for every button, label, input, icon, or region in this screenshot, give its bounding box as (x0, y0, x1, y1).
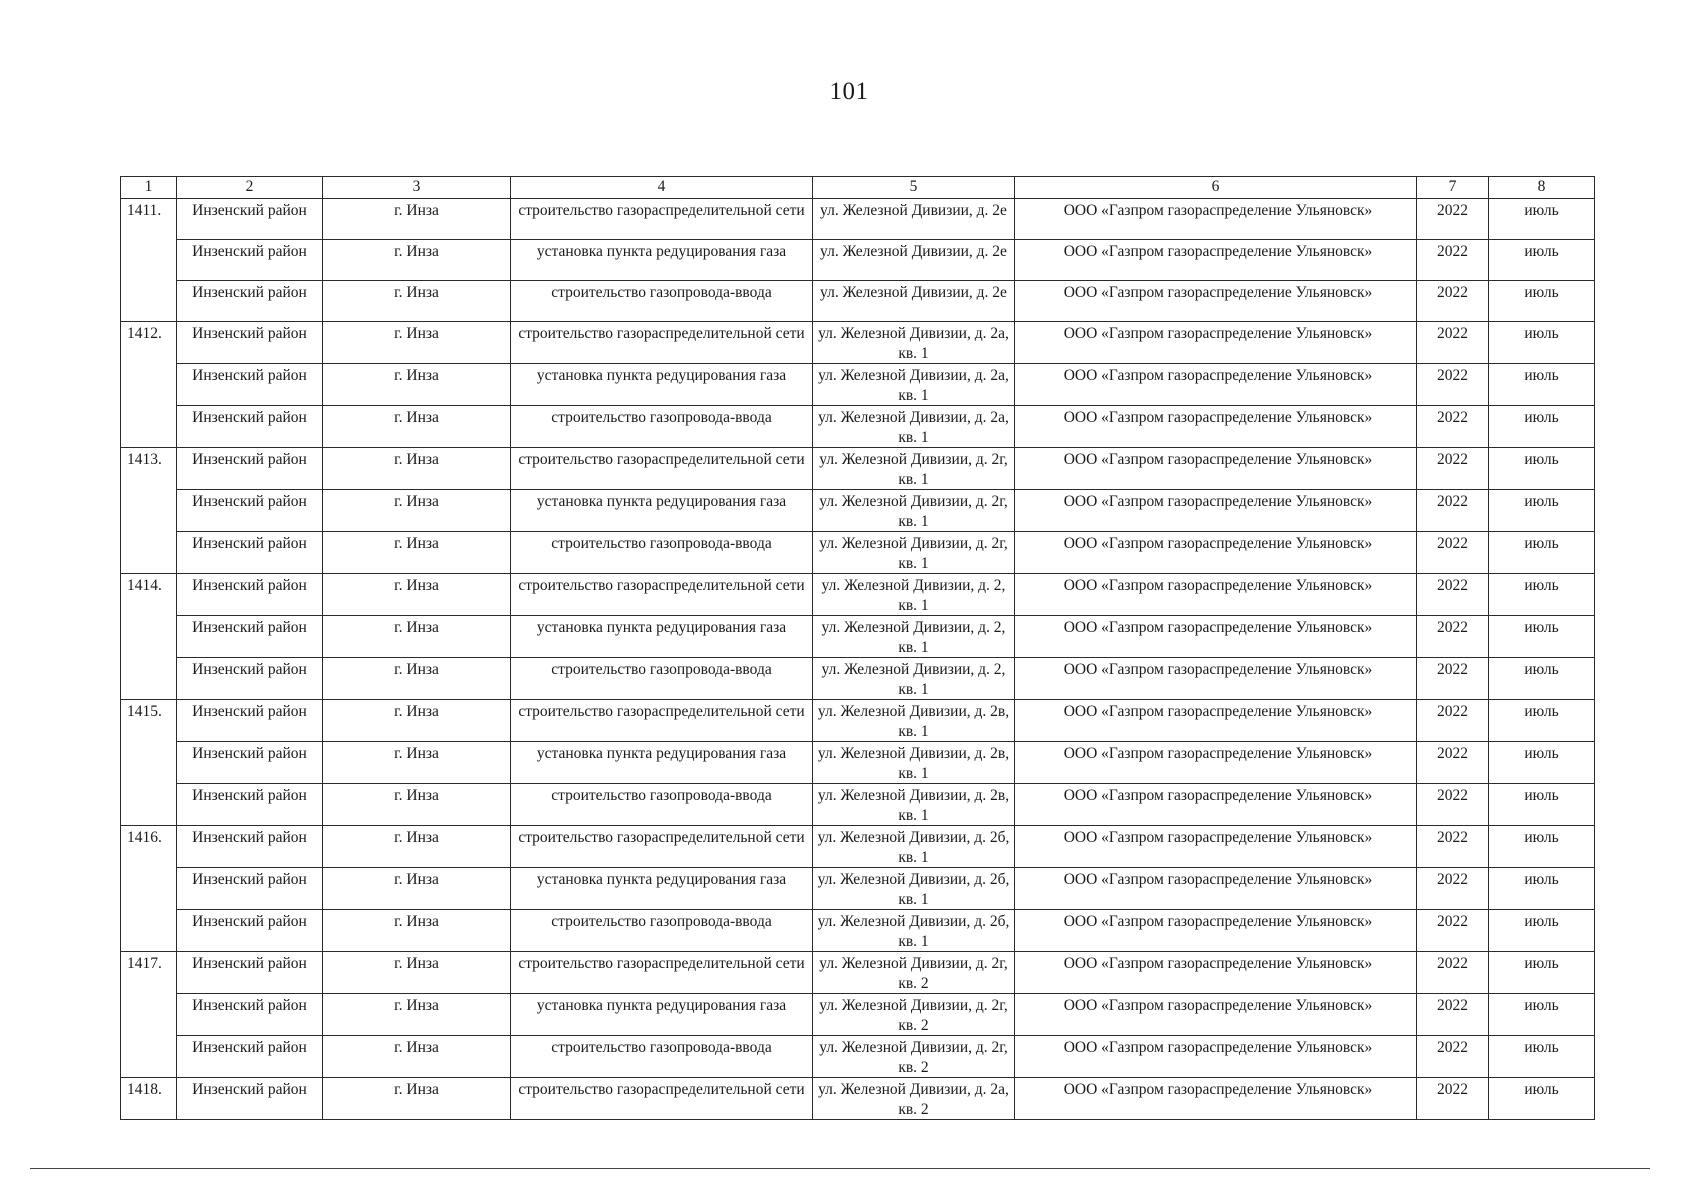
cell-work: строительство газопровода-ввода (511, 532, 813, 574)
cell-address: ул. Железной Дивизии, д. 2б, кв. 1 (813, 910, 1015, 952)
cell-year: 2022 (1417, 784, 1489, 826)
cell-address: ул. Железной Дивизии, д. 2в, кв. 1 (813, 784, 1015, 826)
cell-address: ул. Железной Дивизии, д. 2г, кв. 2 (813, 994, 1015, 1036)
table-row (121, 784, 1595, 826)
table-row (121, 448, 1595, 490)
cell-city: г. Инза (323, 910, 511, 952)
cell-year: 2022 (1417, 532, 1489, 574)
cell-month: июль (1489, 490, 1595, 532)
cell-year: 2022 (1417, 281, 1489, 322)
row-number: 1411. (121, 199, 177, 322)
table-row (121, 532, 1595, 574)
cell-address: ул. Железной Дивизии, д. 2, кв. 1 (813, 658, 1015, 700)
cell-address: ул. Железной Дивизии, д. 2а, кв. 1 (813, 406, 1015, 448)
cell-address: ул. Железной Дивизии, д. 2е (813, 281, 1015, 322)
cell-address: ул. Железной Дивизии, д. 2г, кв. 1 (813, 532, 1015, 574)
row-number: 1414. (121, 574, 177, 700)
row-number: 1412. (121, 322, 177, 448)
cell-city: г. Инза (323, 784, 511, 826)
cell-year: 2022 (1417, 1078, 1489, 1120)
table-row (121, 742, 1595, 784)
cell-district: Инзенский район (177, 364, 323, 406)
cell-org: ООО «Газпром газораспределение Ульяновск» (1015, 1078, 1417, 1120)
cell-city: г. Инза (323, 281, 511, 322)
table-body (121, 199, 1595, 1120)
cell-month: июль (1489, 448, 1595, 490)
cell-org: ООО «Газпром газораспределение Ульяновск» (1015, 784, 1417, 826)
header-col-5: 5 (813, 177, 1015, 199)
cell-month: июль (1489, 532, 1595, 574)
cell-year: 2022 (1417, 490, 1489, 532)
cell-org: ООО «Газпром газораспределение Ульяновск» (1015, 1036, 1417, 1078)
cell-org: ООО «Газпром газораспределение Ульяновск» (1015, 574, 1417, 616)
cell-work: строительство газораспределительной сети (511, 322, 813, 364)
cell-year: 2022 (1417, 199, 1489, 240)
table-row (121, 1078, 1595, 1120)
cell-org: ООО «Газпром газораспределение Ульяновск» (1015, 406, 1417, 448)
cell-month: июль (1489, 994, 1595, 1036)
cell-city: г. Инза (323, 658, 511, 700)
table-row (121, 364, 1595, 406)
cell-district: Инзенский район (177, 240, 323, 281)
cell-district: Инзенский район (177, 952, 323, 994)
cell-org: ООО «Газпром газораспределение Ульяновск» (1015, 364, 1417, 406)
table-row (121, 1036, 1595, 1078)
cell-year: 2022 (1417, 240, 1489, 281)
cell-address: ул. Железной Дивизии, д. 2в, кв. 1 (813, 742, 1015, 784)
cell-org: ООО «Газпром газораспределение Ульяновск» (1015, 952, 1417, 994)
cell-work: установка пункта редуцирования газа (511, 742, 813, 784)
cell-district: Инзенский район (177, 1078, 323, 1120)
cell-month: июль (1489, 700, 1595, 742)
cell-year: 2022 (1417, 658, 1489, 700)
cell-year: 2022 (1417, 616, 1489, 658)
table-row (121, 658, 1595, 700)
cell-district: Инзенский район (177, 490, 323, 532)
cell-work: строительство газопровода-ввода (511, 1036, 813, 1078)
header-col-3: 3 (323, 177, 511, 199)
cell-org: ООО «Газпром газораспределение Ульяновск» (1015, 448, 1417, 490)
cell-work: установка пункта редуцирования газа (511, 616, 813, 658)
row-number: 1416. (121, 826, 177, 952)
cell-year: 2022 (1417, 868, 1489, 910)
cell-district: Инзенский район (177, 742, 323, 784)
cell-city: г. Инза (323, 742, 511, 784)
cell-work: строительство газопровода-ввода (511, 910, 813, 952)
cell-work: установка пункта редуцирования газа (511, 868, 813, 910)
cell-org: ООО «Газпром газораспределение Ульяновск» (1015, 490, 1417, 532)
cell-city: г. Инза (323, 826, 511, 868)
cell-org: ООО «Газпром газораспределение Ульяновск» (1015, 994, 1417, 1036)
cell-address: ул. Железной Дивизии, д. 2, кв. 1 (813, 574, 1015, 616)
cell-month: июль (1489, 574, 1595, 616)
cell-district: Инзенский район (177, 826, 323, 868)
cell-address: ул. Железной Дивизии, д. 2а, кв. 1 (813, 322, 1015, 364)
table-row (121, 700, 1595, 742)
cell-city: г. Инза (323, 1036, 511, 1078)
cell-year: 2022 (1417, 994, 1489, 1036)
cell-year: 2022 (1417, 364, 1489, 406)
table-row (121, 994, 1595, 1036)
cell-year: 2022 (1417, 574, 1489, 616)
cell-org: ООО «Газпром газораспределение Ульяновск» (1015, 742, 1417, 784)
cell-address: ул. Железной Дивизии, д. 2г, кв. 1 (813, 448, 1015, 490)
cell-district: Инзенский район (177, 199, 323, 240)
cell-district: Инзенский район (177, 406, 323, 448)
cell-org: ООО «Газпром газораспределение Ульяновск» (1015, 532, 1417, 574)
cell-address: ул. Железной Дивизии, д. 2г, кв. 2 (813, 1036, 1015, 1078)
cell-work: строительство газораспределительной сети (511, 952, 813, 994)
cell-work: строительство газораспределительной сети (511, 574, 813, 616)
cell-year: 2022 (1417, 1036, 1489, 1078)
cell-year: 2022 (1417, 322, 1489, 364)
table-row (121, 826, 1595, 868)
table-row (121, 322, 1595, 364)
cell-year: 2022 (1417, 910, 1489, 952)
cell-org: ООО «Газпром газораспределение Ульяновск» (1015, 700, 1417, 742)
cell-work: строительство газораспределительной сети (511, 1078, 813, 1120)
cell-city: г. Инза (323, 532, 511, 574)
table-row (121, 406, 1595, 448)
cell-city: г. Инза (323, 1078, 511, 1120)
cell-month: июль (1489, 952, 1595, 994)
cell-work: установка пункта редуцирования газа (511, 994, 813, 1036)
cell-work: установка пункта редуцирования газа (511, 490, 813, 532)
cell-district: Инзенский район (177, 532, 323, 574)
cell-year: 2022 (1417, 406, 1489, 448)
cell-month: июль (1489, 826, 1595, 868)
cell-month: июль (1489, 868, 1595, 910)
cell-org: ООО «Газпром газораспределение Ульяновск» (1015, 240, 1417, 281)
cell-city: г. Инза (323, 364, 511, 406)
cell-work: строительство газопровода-ввода (511, 281, 813, 322)
table-row (121, 910, 1595, 952)
cell-month: июль (1489, 784, 1595, 826)
cell-city: г. Инза (323, 240, 511, 281)
cell-work: строительство газораспределительной сети (511, 448, 813, 490)
table-row (121, 616, 1595, 658)
page-number: 101 (829, 78, 869, 105)
cell-month: июль (1489, 742, 1595, 784)
cell-district: Инзенский район (177, 784, 323, 826)
cell-city: г. Инза (323, 994, 511, 1036)
cell-year: 2022 (1417, 952, 1489, 994)
cell-city: г. Инза (323, 700, 511, 742)
cell-address: ул. Железной Дивизии, д. 2е (813, 240, 1015, 281)
cell-month: июль (1489, 281, 1595, 322)
table-row (121, 281, 1595, 322)
cell-month: июль (1489, 199, 1595, 240)
header-col-1: 1 (121, 177, 177, 199)
cell-address: ул. Железной Дивизии, д. 2г, кв. 2 (813, 952, 1015, 994)
cell-month: июль (1489, 364, 1595, 406)
cell-org: ООО «Газпром газораспределение Ульяновск» (1015, 658, 1417, 700)
cell-district: Инзенский район (177, 616, 323, 658)
cell-district: Инзенский район (177, 448, 323, 490)
cell-year: 2022 (1417, 448, 1489, 490)
header-row (121, 177, 1595, 199)
cell-month: июль (1489, 322, 1595, 364)
cell-work: строительство газораспределительной сети (511, 826, 813, 868)
row-number: 1413. (121, 448, 177, 574)
table-row (121, 240, 1595, 281)
cell-address: ул. Железной Дивизии, д. 2, кв. 1 (813, 616, 1015, 658)
cell-org: ООО «Газпром газораспределение Ульяновск» (1015, 199, 1417, 240)
cell-address: ул. Железной Дивизии, д. 2б, кв. 1 (813, 868, 1015, 910)
header-col-7: 7 (1417, 177, 1489, 199)
cell-address: ул. Железной Дивизии, д. 2е (813, 199, 1015, 240)
cell-district: Инзенский район (177, 322, 323, 364)
cell-month: июль (1489, 406, 1595, 448)
cell-month: июль (1489, 1036, 1595, 1078)
row-number: 1417. (121, 952, 177, 1078)
table-header (121, 177, 1595, 199)
cell-city: г. Инза (323, 868, 511, 910)
header-col-2: 2 (177, 177, 323, 199)
cell-district: Инзенский район (177, 868, 323, 910)
cell-district: Инзенский район (177, 281, 323, 322)
cell-year: 2022 (1417, 742, 1489, 784)
row-number: 1418. (121, 1078, 177, 1120)
table-row (121, 868, 1595, 910)
cell-district: Инзенский район (177, 658, 323, 700)
table-row (121, 574, 1595, 616)
cell-work: строительство газопровода-ввода (511, 406, 813, 448)
cell-city: г. Инза (323, 448, 511, 490)
cell-city: г. Инза (323, 574, 511, 616)
cell-address: ул. Железной Дивизии, д. 2г, кв. 1 (813, 490, 1015, 532)
cell-month: июль (1489, 910, 1595, 952)
cell-year: 2022 (1417, 826, 1489, 868)
cell-district: Инзенский район (177, 700, 323, 742)
cell-district: Инзенский район (177, 1036, 323, 1078)
header-col-6: 6 (1015, 177, 1417, 199)
cell-org: ООО «Газпром газораспределение Ульяновск» (1015, 868, 1417, 910)
cell-work: установка пункта редуцирования газа (511, 364, 813, 406)
cell-org: ООО «Газпром газораспределение Ульяновск» (1015, 322, 1417, 364)
cell-work: строительство газопровода-ввода (511, 658, 813, 700)
cell-month: июль (1489, 616, 1595, 658)
row-number: 1415. (121, 700, 177, 826)
cell-work: строительство газопровода-ввода (511, 784, 813, 826)
cell-city: г. Инза (323, 952, 511, 994)
table-row (121, 490, 1595, 532)
cell-address: ул. Железной Дивизии, д. 2б, кв. 1 (813, 826, 1015, 868)
cell-org: ООО «Газпром газораспределение Ульяновск» (1015, 826, 1417, 868)
cell-month: июль (1489, 1078, 1595, 1120)
cell-org: ООО «Газпром газораспределение Ульяновск» (1015, 910, 1417, 952)
cell-address: ул. Железной Дивизии, д. 2а, кв. 2 (813, 1078, 1015, 1120)
cell-district: Инзенский район (177, 910, 323, 952)
cell-work: строительство газораспределительной сети (511, 700, 813, 742)
cell-work: установка пункта редуцирования газа (511, 240, 813, 281)
cell-month: июль (1489, 240, 1595, 281)
table-row (121, 952, 1595, 994)
cell-work: строительство газораспределительной сети (511, 199, 813, 240)
cell-month: июль (1489, 658, 1595, 700)
cell-city: г. Инза (323, 616, 511, 658)
cell-city: г. Инза (323, 199, 511, 240)
cell-year: 2022 (1417, 700, 1489, 742)
footer-rule (30, 1168, 1650, 1169)
header-col-4: 4 (511, 177, 813, 199)
work-schedule-table (120, 176, 1595, 1120)
cell-org: ООО «Газпром газораспределение Ульяновск» (1015, 616, 1417, 658)
cell-district: Инзенский район (177, 994, 323, 1036)
cell-address: ул. Железной Дивизии, д. 2а, кв. 1 (813, 364, 1015, 406)
cell-city: г. Инза (323, 322, 511, 364)
cell-address: ул. Железной Дивизии, д. 2в, кв. 1 (813, 700, 1015, 742)
cell-org: ООО «Газпром газораспределение Ульяновск» (1015, 281, 1417, 322)
cell-city: г. Инза (323, 406, 511, 448)
header-col-8: 8 (1489, 177, 1595, 199)
cell-district: Инзенский район (177, 574, 323, 616)
table-row (121, 199, 1595, 240)
cell-city: г. Инза (323, 490, 511, 532)
